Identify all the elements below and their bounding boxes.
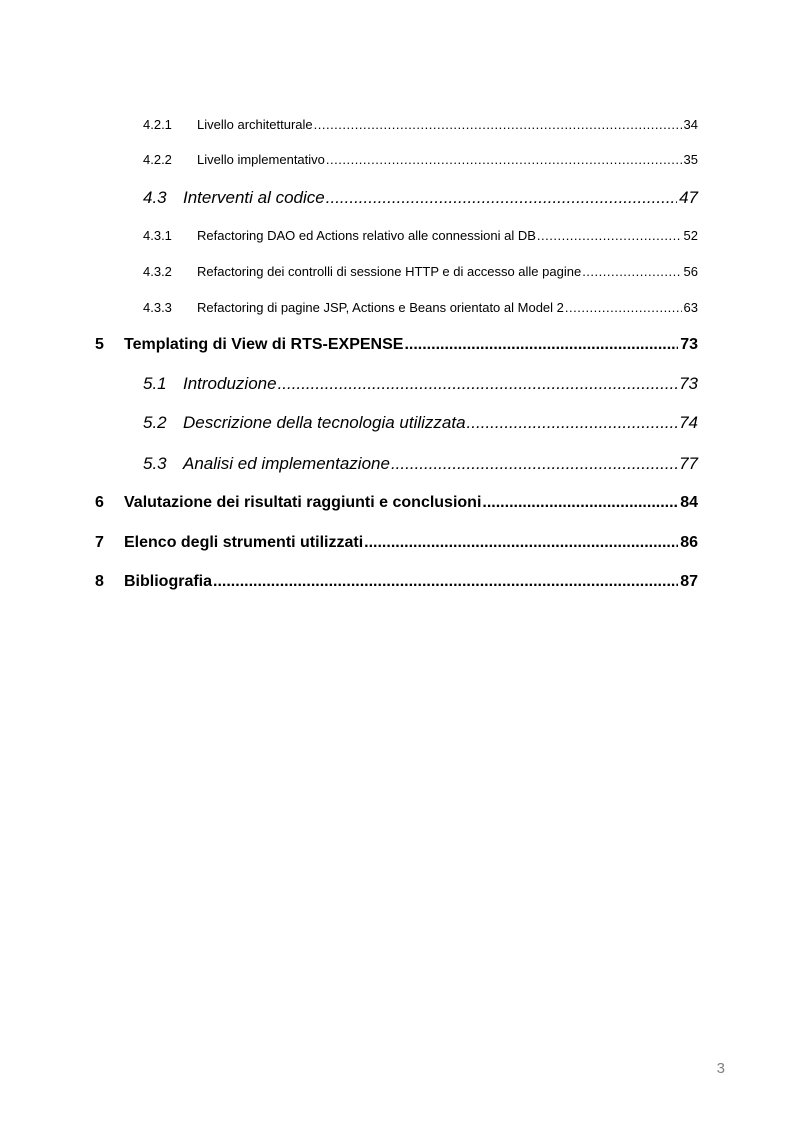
toc-title: Refactoring dei controlli di sessione HTTP e di accesso alle pagine	[197, 264, 582, 279]
toc-page: 73	[680, 336, 698, 353]
toc-title: Refactoring DAO ed Actions relativo alle connessioni al DB	[197, 228, 536, 243]
toc-title: Livello implementativo	[197, 152, 325, 167]
toc-leader	[278, 373, 678, 395]
toc-leader	[404, 334, 678, 356]
toc-number: 4.2.1	[143, 117, 172, 132]
toc-leader	[467, 412, 678, 434]
toc-title: Analisi ed implementazione	[183, 454, 390, 473]
toc-number: 4.3.1	[143, 228, 172, 243]
toc-page: 63	[683, 300, 698, 315]
toc-number: 6	[95, 494, 104, 511]
toc-page: 74	[679, 413, 698, 432]
toc-page: 35	[683, 152, 698, 167]
toc-number: 7	[95, 534, 104, 551]
toc-title: Elenco degli strumenti utilizzati	[124, 534, 364, 551]
toc-title: Valutazione dei risultati raggiunti e conclusioni	[124, 494, 482, 511]
page-number: 3	[716, 1060, 725, 1077]
toc-page: 73	[679, 374, 698, 393]
toc-page: 77	[679, 454, 698, 473]
toc-leader	[213, 571, 678, 593]
toc-number: 4.2.2	[143, 152, 172, 167]
toc-leader	[391, 453, 677, 475]
toc-page: 84	[680, 494, 698, 511]
toc-title: Livello architetturale	[197, 117, 313, 132]
toc-leader	[326, 151, 682, 169]
toc-leader	[364, 532, 678, 554]
toc-number: 5	[95, 336, 104, 353]
toc-number: 5.3	[143, 454, 167, 473]
toc-leader	[326, 187, 677, 209]
toc-title: Interventi al codice	[183, 188, 325, 207]
toc-leader	[537, 227, 682, 245]
toc-leader	[565, 299, 682, 317]
toc-page: 47	[679, 188, 698, 207]
toc-leader	[314, 116, 682, 134]
toc-number: 5.1	[143, 374, 167, 393]
toc-page: 87	[680, 573, 698, 590]
toc-number: 4.3.3	[143, 300, 172, 315]
toc-title: Refactoring di pagine JSP, Actions e Beans orientato al Model 2	[197, 300, 564, 315]
toc-number: 8	[95, 573, 104, 590]
toc-page: 56	[683, 264, 698, 279]
toc-page: 34	[683, 117, 698, 132]
toc-number: 5.2	[143, 413, 167, 432]
toc-number: 4.3	[143, 188, 167, 207]
toc-page: 52	[683, 228, 698, 243]
toc-title: Templating di View di RTS-EXPENSE	[124, 336, 404, 353]
toc-title: Descrizione della tecnologia utilizzata	[183, 413, 466, 432]
toc-leader	[482, 492, 678, 514]
toc-leader	[582, 263, 681, 281]
toc-page: 86	[680, 534, 698, 551]
toc-title: Bibliografia	[124, 573, 213, 590]
toc-title: Introduzione	[183, 374, 277, 393]
toc-number: 4.3.2	[143, 264, 172, 279]
